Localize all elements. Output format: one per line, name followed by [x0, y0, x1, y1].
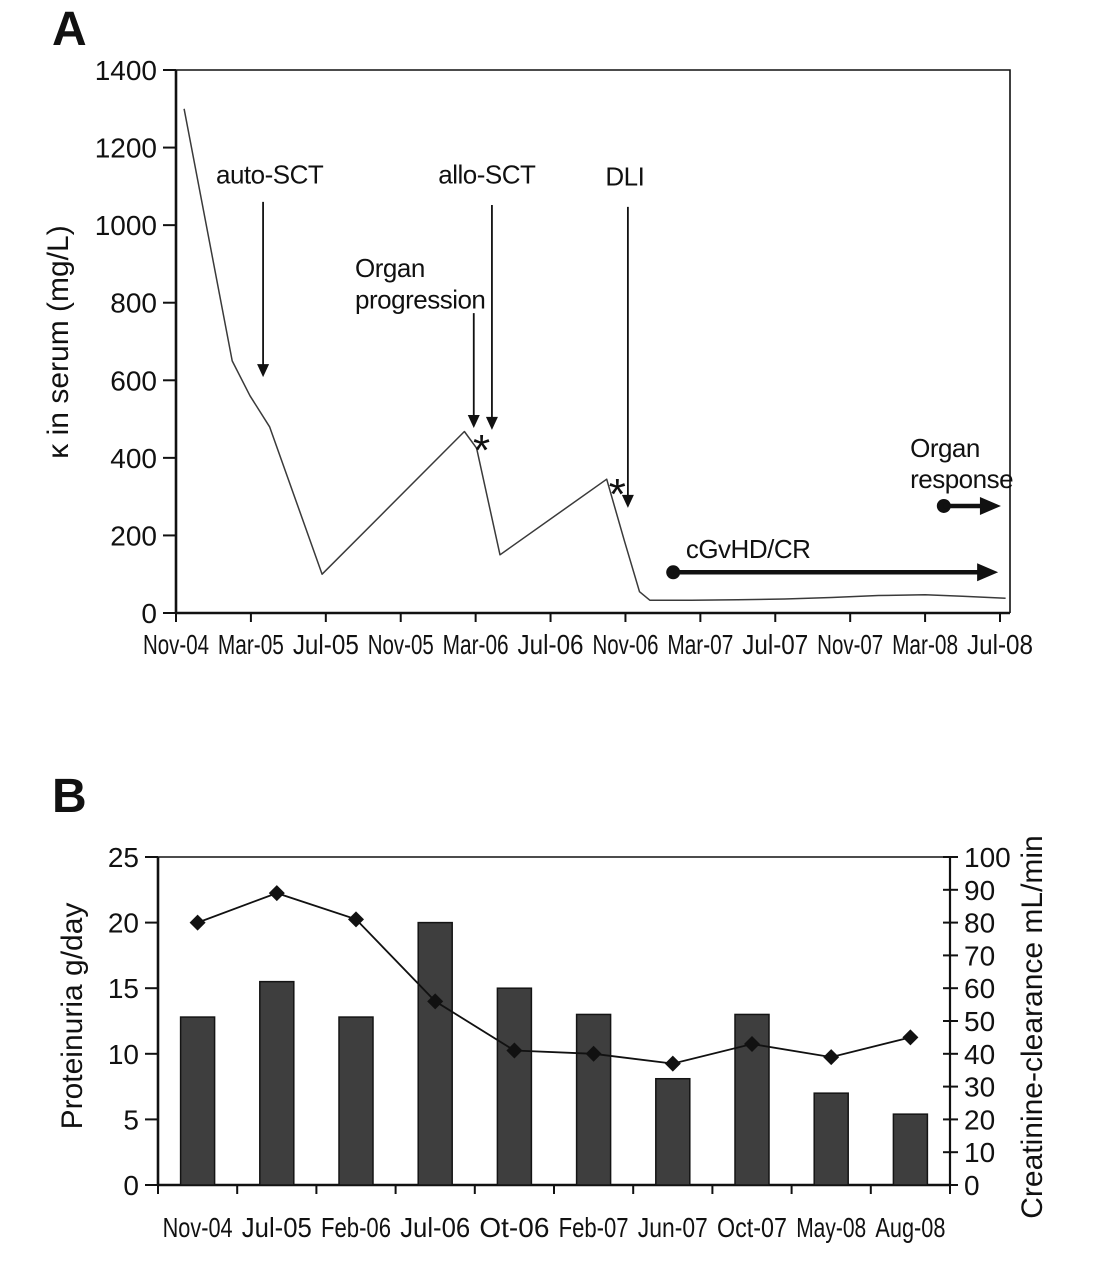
panel-b-right-tick-label: 90	[964, 874, 996, 906]
diamond-marker-icon	[269, 885, 285, 901]
panel-a-letter: A	[52, 3, 87, 56]
asterisk-marker: *	[472, 426, 490, 476]
proteinuria-bar-Feb-07	[577, 1014, 611, 1185]
panel-a-y-tick-label: 400	[110, 442, 157, 474]
panel-b-x-tick-label: Feb-06	[321, 1212, 391, 1243]
panel-a-y-tick-label: 200	[110, 520, 157, 552]
panel-a-x-tick-label: Jul-05	[292, 629, 359, 660]
annotation-label: progression	[355, 284, 486, 315]
organ-progression-arrow	[468, 313, 480, 428]
panel-a-x-tick-label: Jul-07	[742, 629, 809, 660]
auto-sct-arrow	[257, 202, 269, 377]
creatinine-clearance-line	[198, 893, 911, 1064]
annotation-label: response	[910, 464, 1014, 495]
proteinuria-bar-Jul-06	[418, 923, 452, 1185]
panel-b-right-tick-label: 0	[964, 1170, 980, 1201]
allo-sct-arrow	[486, 205, 498, 430]
panel-b-right-tick-label: 10	[964, 1137, 996, 1169]
panel-b-x-tick-label: Jul-05	[241, 1212, 312, 1243]
proteinuria-bar-Ot-06	[497, 988, 531, 1185]
panel-b-left-tick-label: 25	[107, 842, 139, 873]
diamond-marker-icon	[823, 1049, 839, 1065]
panel-b-left-tick-label: 20	[107, 907, 139, 939]
panel-a-y-tick-label: 1400	[94, 55, 157, 86]
panel-b	[52, 770, 1049, 1243]
panel-b-right-tick-label: 30	[964, 1071, 996, 1103]
panel-a-y-axis-title: κ in serum (mg/L)	[42, 225, 75, 459]
panel-b-right-tick-label: 70	[964, 940, 996, 972]
organ-response-span-arrow	[937, 497, 1001, 515]
proteinuria-bar-Jul-05	[260, 982, 294, 1185]
annotation-label: DLI	[605, 161, 645, 192]
panel-a-y-tick-label: 0	[141, 598, 157, 629]
panel-b-right-tick-label: 50	[964, 1006, 996, 1037]
panel-b-left-tick-label: 15	[107, 973, 139, 1005]
panel-a-x-tick-label: Nov-05	[367, 629, 434, 660]
proteinuria-bar-Feb-06	[339, 1017, 373, 1185]
panel-a-x-tick-label: Jul-08	[967, 629, 1033, 660]
asterisk-marker: *	[608, 469, 626, 519]
annotation-label: Organ	[355, 252, 425, 283]
panel-a-y-tick-label: 800	[110, 287, 157, 319]
panel-b-x-tick-label: Jun-07	[637, 1212, 708, 1243]
panel-a	[42, 3, 1033, 660]
panel-b-left-tick-label: 0	[123, 1170, 139, 1201]
panel-b-left-tick-label: 5	[123, 1104, 139, 1136]
annotation-label: cGvHD/CR	[685, 534, 811, 565]
panel-b-right-tick-label: 80	[964, 907, 996, 939]
panel-b-letter: B	[52, 770, 87, 823]
panel-b-x-tick-label: Ot-06	[479, 1212, 550, 1243]
panel-b-x-tick-label: May-08	[796, 1212, 867, 1243]
panel-a-y-tick-label: 1200	[94, 132, 157, 164]
panel-b-left-axis-title: Proteinuria g/day	[56, 902, 89, 1130]
panel-a-y-tick-label: 1000	[94, 210, 157, 242]
panel-b-left-tick-label: 10	[107, 1038, 139, 1070]
panel-b-x-tick-label: Nov-04	[162, 1212, 233, 1243]
panel-a-x-tick-label: Nov-04	[143, 629, 209, 660]
dli-arrow	[622, 207, 634, 508]
panel-b-right-axis-title: Creatinine-clearance mL/min	[1016, 835, 1049, 1219]
panel-a-x-tick-label: Mar-07	[667, 629, 734, 660]
panel-b-right-tick-label: 20	[964, 1104, 996, 1136]
panel-a-x-tick-label: Mar-06	[442, 629, 509, 660]
arrow-head-icon	[257, 364, 269, 377]
diamond-marker-icon	[902, 1029, 918, 1045]
annotation-label: allo-SCT	[438, 159, 536, 190]
proteinuria-bar-Jun-07	[656, 1079, 690, 1185]
proteinuria-bar-Aug-08	[893, 1114, 927, 1185]
panel-b-x-tick-label: Oct-07	[717, 1212, 787, 1243]
proteinuria-bar-Nov-04	[181, 1017, 215, 1185]
panel-b-x-tick-label: Aug-08	[875, 1212, 946, 1243]
annotation-label: auto-SCT	[216, 159, 324, 190]
panel-b-right-tick-label: 100	[964, 842, 1011, 873]
panel-a-x-tick-label: Jul-06	[517, 629, 584, 660]
panel-b-right-tick-label: 40	[964, 1038, 996, 1070]
cgvhd-cr-span-arrow	[666, 563, 998, 581]
panel-a-x-tick-label: Nov-06	[592, 629, 659, 660]
annotation-label: Organ	[910, 433, 980, 464]
diamond-marker-icon	[665, 1056, 681, 1072]
arrow-head-icon	[977, 563, 998, 581]
panel-a-x-tick-label: Mar-08	[892, 629, 959, 660]
panel-b-x-tick-label: Jul-06	[400, 1212, 471, 1243]
panel-b-x-tick-label: Feb-07	[558, 1212, 629, 1243]
panel-a-x-tick-label: Mar-05	[217, 629, 284, 660]
panel-b-right-tick-label: 60	[964, 973, 996, 1005]
panel-a-frame	[176, 70, 1010, 613]
arrow-head-icon	[980, 497, 1001, 515]
proteinuria-bar-May-08	[814, 1093, 848, 1185]
diamond-marker-icon	[190, 915, 206, 931]
panel-a-x-tick-label: Nov-07	[817, 629, 884, 660]
panel-a-y-tick-label: 600	[110, 365, 157, 397]
